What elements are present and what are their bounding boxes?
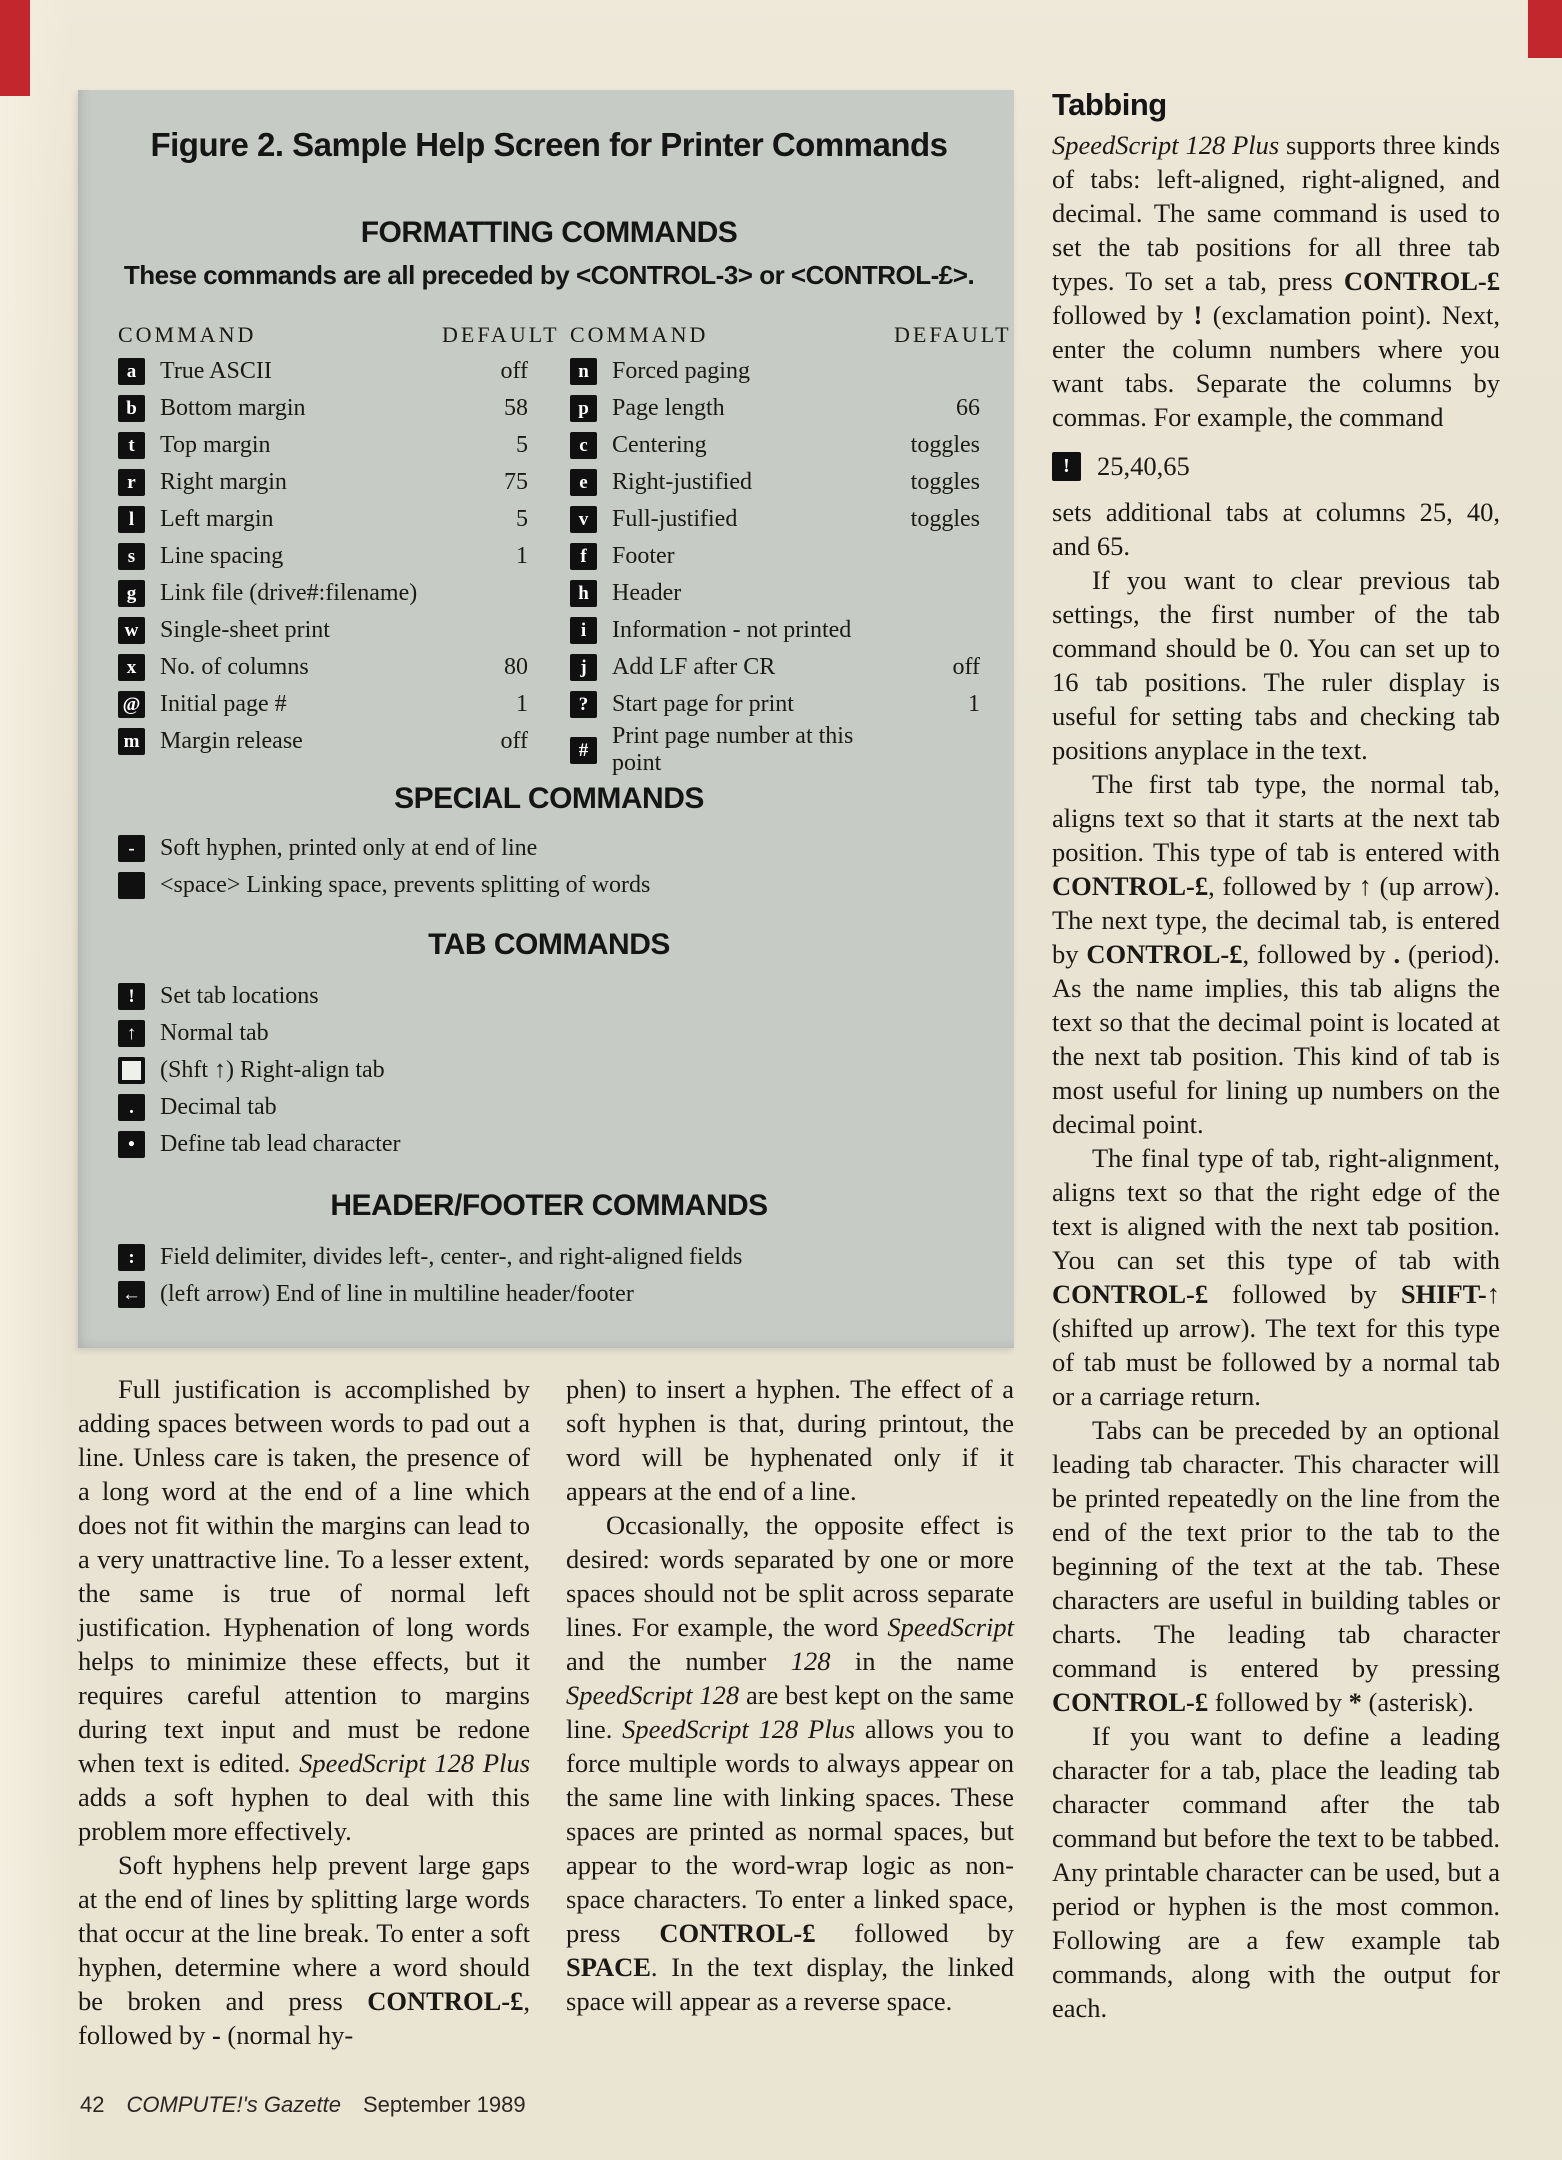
- table-row: [570, 538, 980, 575]
- table-row: [118, 723, 528, 760]
- tab-command-row: [118, 978, 980, 1015]
- table-row: [570, 686, 980, 723]
- command-key-icon: h: [570, 580, 597, 607]
- command-default: off: [500, 728, 528, 754]
- command-key-icon: n: [570, 358, 597, 385]
- normal-tab-key-icon: ↑: [118, 1020, 145, 1047]
- footer-page-number: 42: [80, 2092, 105, 2117]
- paragraph: Soft hyphens help prevent large gaps at the end of lines by splitting large words that occur at the line break. To enter a soft hyphen, determine where a word should be broken and press CONTROL-£, followed by - (normal hy-: [78, 1850, 530, 2050]
- linking-space-key-icon: [118, 872, 145, 899]
- command-default: off: [952, 654, 980, 680]
- paragraph: Full justification is accomplished by adding spaces between words to pad out a line. Unless care is taken, the presence of a long word at the end of a line which does not fit within the margins can lead to a very unattractive line. To a lesser extent, the same is true of normal left justification. Hyphenation of long words helps to minimize these effects, but it requires careful attention to margins during text input and must be redone when text is edited. SpeedScript 128 Plus adds a soft hyphen to deal with this problem more effectively.: [78, 1374, 531, 1846]
- command-label: Decimal tab: [160, 1094, 277, 1120]
- table-row: [118, 575, 528, 612]
- set-tab-key-icon: !: [1052, 452, 1081, 481]
- command-key-icon: a: [118, 358, 145, 385]
- set-tab-key-icon: !: [118, 983, 145, 1010]
- paragraph: phen) to insert a hyphen. The effect of a soft hyphen is that, during printout, the word will be hyphenated only if it appears at the end of a line.: [566, 1374, 1014, 1506]
- command-default: 1: [516, 543, 528, 569]
- formatting-commands-heading: FORMATTING COMMANDS: [360, 216, 738, 249]
- tab-commands-heading: TAB COMMANDS: [428, 928, 670, 961]
- command-key-icon: x: [118, 654, 145, 681]
- page-footer: [80, 2092, 526, 2118]
- command-key-icon: w: [118, 617, 145, 644]
- command-label: Print page number at this point: [612, 723, 854, 776]
- figure-title: Figure 2. Sample Help Screen for Printer Commands: [150, 126, 948, 163]
- table-row: [118, 538, 528, 575]
- command-column-header: COMMAND: [118, 322, 257, 347]
- table-header-row: [570, 317, 1012, 353]
- formatting-commands-subheading: These commands are all preceded by <CONTROL-3> or <CONTROL-£>.: [123, 260, 975, 290]
- page-edge-red-left: [0, 0, 30, 96]
- command-default: 5: [516, 506, 528, 532]
- table-row: [118, 353, 528, 390]
- command-default: toggles: [910, 469, 980, 495]
- command-key-icon: l: [118, 506, 145, 533]
- tab-example-values: 25,40,65: [1097, 451, 1190, 481]
- command-key-icon: @: [118, 691, 145, 718]
- paragraph: Tabs can be preceded by an optional leading tab character. This character will be printed repeatedly on the line from the end of the text prior to the tab to the beginning of the text at the tab. These characters are useful in building tables or charts. The leading tab character command is entered by pressing CONTROL-£ followed by * (asterisk).: [1052, 1415, 1500, 1717]
- command-label: Right-justified: [612, 469, 752, 495]
- command-label: (left arrow) End of line in multiline header/footer: [160, 1281, 634, 1307]
- command-label: True ASCII: [160, 358, 272, 384]
- command-label: Right margin: [160, 469, 287, 495]
- command-label: Link file (drive#:filename): [160, 580, 418, 606]
- paragraph: If you want to define a leading character for a tab, place the leading tab character command after the tab command but before the text to be tabbed. Any printable character can be used, but a period or hyphen is the most common. Following are a few example tab commands, along with the output for each.: [1052, 1721, 1500, 2023]
- command-key-icon: e: [570, 469, 597, 496]
- command-default: 58: [504, 395, 528, 421]
- table-row: [570, 649, 980, 686]
- command-default: toggles: [910, 432, 980, 458]
- tab-command-row: [118, 1089, 980, 1126]
- command-key-icon: m: [118, 728, 145, 755]
- command-key-icon: r: [118, 469, 145, 496]
- footer-magazine-name: COMPUTE!'s Gazette: [126, 2092, 341, 2117]
- command-label: Top margin: [160, 432, 271, 458]
- command-label: <space> Linking space, prevents splitting of words: [160, 872, 651, 898]
- tabbing-section-heading: Tabbing: [1052, 87, 1167, 122]
- paragraph: SpeedScript 128 Plus supports three kinds of tabs: left-aligned, right-aligned, and decimal. The same command is used to set the tab positions for all three tab types. To set a tab, press CONTROL-£ followed by ! (exclamation point). Next, enter the column numbers where you want tabs. Separate the columns by commas. For example, the command: [1052, 130, 1501, 432]
- command-label: Initial page #: [160, 691, 287, 717]
- page-edge-red-right: [1528, 0, 1562, 58]
- table-header-row: [118, 317, 560, 353]
- command-key-icon: t: [118, 432, 145, 459]
- special-commands-heading: SPECIAL COMMANDS: [394, 782, 704, 815]
- command-key-icon: i: [570, 617, 597, 644]
- command-key-icon: p: [570, 395, 597, 422]
- paragraph: The first tab type, the normal tab, aligns text so that it starts at the next tab position. This type of tab is entered with CONTROL-£, followed by ↑ (up arrow). The next type, the decimal tab, is entered by CONTROL-£, followed by . (period). As the name implies, this tab aligns the text so that the decimal point is located at the next tab position. This kind of tab is most useful for lining up numbers on the decimal point.: [1052, 769, 1501, 1139]
- formatting-commands-table: [118, 317, 1012, 776]
- table-row: [118, 612, 528, 649]
- command-label: Centering: [612, 432, 707, 458]
- command-key-icon: s: [118, 543, 145, 570]
- command-label: Header: [612, 580, 682, 606]
- command-label: Single-sheet print: [160, 617, 330, 643]
- command-label: Margin release: [160, 728, 303, 754]
- table-row: [570, 390, 980, 427]
- command-column-header: COMMAND: [570, 322, 709, 347]
- command-key-icon: c: [570, 432, 597, 459]
- tab-command-row: [118, 1052, 980, 1089]
- header-footer-command-row: [118, 1276, 980, 1313]
- tab-command-example: [1052, 449, 1500, 483]
- left-arrow-key-icon: ←: [118, 1281, 145, 1308]
- table-row: [118, 464, 528, 501]
- table-row: [570, 353, 980, 390]
- table-row: [118, 649, 528, 686]
- tab-command-row: [118, 1126, 980, 1163]
- tab-command-row: [118, 1015, 980, 1052]
- table-row: [118, 390, 528, 427]
- paragraph: Occasionally, the opposite effect is desired: words separated by one or more spaces should not be split across separate lines. For example, the word SpeedScript and the number 128 in the name SpeedScript 128 are best kept on the same line. SpeedScript 128 Plus allows you to force multiple words to always appear on the same line with linking spaces. These spaces are printed as normal spaces, but appear to the word-wrap logic as non-space characters. To enter a linked space, press CONTROL-£ followed by SPACE. In the text display, the linked space will appear as a reverse space.: [566, 1510, 1015, 2016]
- command-key-icon: b: [118, 395, 145, 422]
- command-key-icon: v: [570, 506, 597, 533]
- command-default: 5: [516, 432, 528, 458]
- paragraph: If you want to clear previous tab settings, the first number of the tab command should be 0. You can set up to 16 tab positions. The ruler display is useful for setting tabs and checking tab positions anyplace in the text.: [1052, 565, 1500, 765]
- command-label: Full-justified: [612, 506, 738, 532]
- command-key-icon: ?: [570, 691, 597, 718]
- command-key-icon: g: [118, 580, 145, 607]
- article-column-tabbing: [1052, 88, 1500, 2025]
- header-footer-command-row: [118, 1239, 980, 1276]
- table-row: [570, 723, 980, 776]
- command-label: Start page for print: [612, 691, 794, 717]
- table-row: [118, 427, 528, 464]
- command-key-icon: f: [570, 543, 597, 570]
- table-row: [570, 501, 980, 538]
- field-delimiter-key-icon: :: [118, 1244, 145, 1271]
- command-default: 1: [968, 691, 980, 717]
- command-label: Bottom margin: [160, 395, 306, 421]
- command-default: toggles: [910, 506, 980, 532]
- paragraph: The final type of tab, right-alignment, aligns text so that the right edge of the text is aligned with the next tab position. You can set this type of tab with CONTROL-£ followed by SHIFT-↑ (shifted up arrow). The text for this type of tab must be followed by a normal tab or a carriage return.: [1052, 1143, 1500, 1411]
- command-label: Left margin: [160, 506, 274, 532]
- command-label: Forced paging: [612, 358, 750, 384]
- command-key-icon: #: [570, 737, 597, 764]
- soft-hyphen-key-icon: -: [118, 835, 145, 862]
- footer-issue-date: September 1989: [362, 2092, 526, 2117]
- table-row: [570, 575, 980, 612]
- command-default: 1: [516, 691, 528, 717]
- table-row: [570, 612, 980, 649]
- command-default: 75: [504, 469, 528, 495]
- command-label: No. of columns: [160, 654, 309, 680]
- command-label: Soft hyphen, printed only at end of line: [160, 835, 538, 861]
- command-default: off: [500, 358, 528, 384]
- command-label: (Shft ↑) Right-align tab: [160, 1057, 385, 1083]
- tab-lead-char-key-icon: •: [118, 1131, 145, 1158]
- command-label: Normal tab: [160, 1020, 269, 1046]
- header-footer-commands-heading: HEADER/FOOTER COMMANDS: [330, 1189, 768, 1222]
- command-key-icon: j: [570, 654, 597, 681]
- special-command-row: [118, 867, 980, 904]
- table-row: [118, 501, 528, 538]
- article-column-1: [78, 1372, 530, 2052]
- formatting-table-right: [570, 317, 1012, 776]
- paragraph: sets additional tabs at columns 25, 40, and 65.: [1052, 497, 1500, 561]
- table-row: [570, 464, 980, 501]
- formatting-table-left: [118, 317, 560, 760]
- command-label: Add LF after CR: [612, 654, 776, 680]
- decimal-tab-key-icon: .: [118, 1094, 145, 1121]
- command-label: Define tab lead character: [160, 1131, 401, 1157]
- command-default: 66: [956, 395, 980, 421]
- special-command-row: [118, 830, 980, 867]
- default-column-header: DEFAULT: [442, 322, 560, 347]
- figure-help-screen-panel: [78, 90, 1014, 1348]
- right-align-tab-key-icon: [118, 1057, 145, 1084]
- command-label: Field delimiter, divides left-, center-, and right-aligned fields: [160, 1244, 743, 1270]
- default-column-header: DEFAULT: [894, 322, 1012, 347]
- command-label: Footer: [612, 543, 675, 569]
- table-row: [118, 686, 528, 723]
- article-column-2: [566, 1372, 1014, 2018]
- command-label: Information - not printed: [612, 617, 852, 643]
- command-default: 80: [504, 654, 528, 680]
- command-label: Line spacing: [160, 543, 284, 569]
- command-label: Set tab locations: [160, 983, 319, 1009]
- command-label: Page length: [612, 395, 725, 421]
- table-row: [570, 427, 980, 464]
